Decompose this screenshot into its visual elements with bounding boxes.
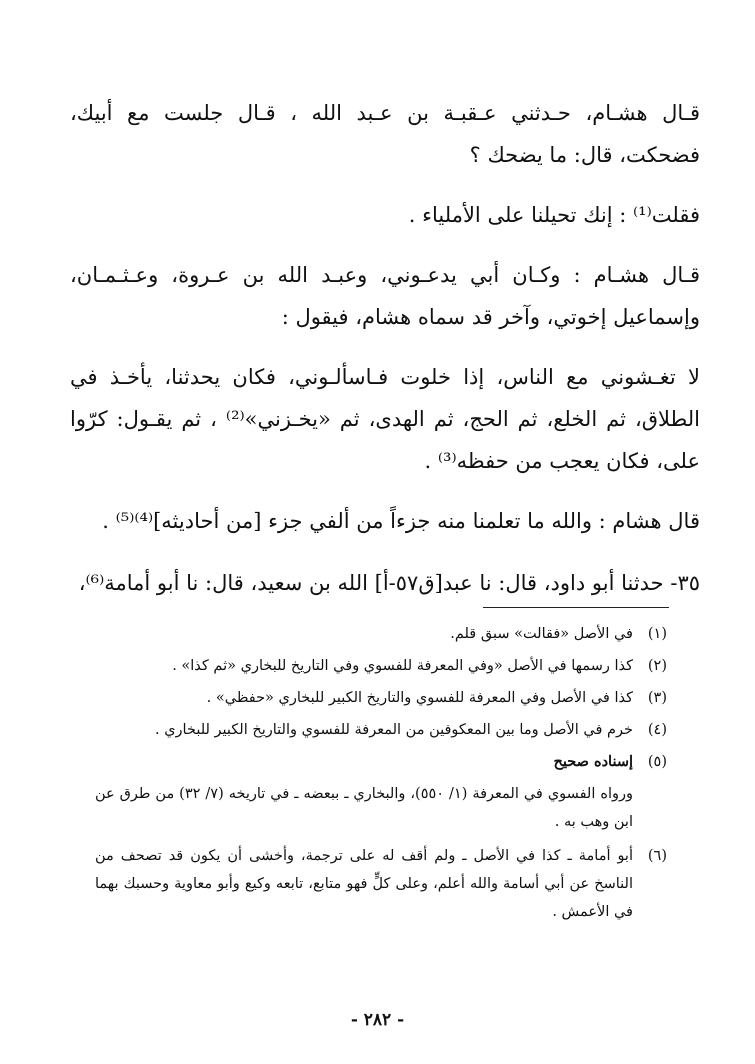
footnote-text: كذا رسمها في الأصل «وفي المعرفة للفسوي وفي التاريخ للبخاري «ثم كذا» . [172,658,633,674]
footnote-text: أبو أمامة ـ كذا في الأصل ـ ولم أقف له على ترجمة، وأخشى أن يكون قد تصحف من الناسخ عن أبي أسامة والله أعلم، وعلى كلٍّ فهو متابع، تابعه وكيع وأبو معاوية وحسبك بهما في الأعمش . [95,848,633,920]
paragraph-teaching-order: لا تغـشوني مع الناس، إذا خلوت فـاسألـوني، فكان يحدثنا، يأخـذ في الطلاق، ثم الخلع، ثم الحج، ثم الهدى، ثم «يخـزني»⁽²⁾ ، ثم يقـول: كرّوا على، فكان يعجب من حفظه⁽³⁾ . [70,365,700,473]
footnote-2 [95,652,667,680]
footnote-number: (٥) [647,754,667,770]
footnote-text: في الأصل «فقالت» سبق قلم. [450,626,633,642]
footnote-4 [95,716,667,744]
footnote-text: خرم في الأصل وما بين المعكوفين من المعرفة للفسوي والتاريخ الكبير للبخاري . [154,722,633,738]
footnote-number: (٦) [647,848,667,864]
footnote-5 [95,748,667,776]
footnote-1 [95,620,667,648]
footnote-3 [95,684,667,712]
footnote-5-continuation: ورواه الفسوي في المعرفة (١/ ٥٥٠)، والبخاري ـ ببعضه ـ في تاريخه (٧/ ٣٢) من طرق عن ابن وهب به . [95,786,633,830]
footnotes [95,620,667,930]
paragraph-learned-portion: قال هشام : والله ما تعلمنا منه جزءاً من ألفي جزء [من أحاديثه]⁽⁴⁾⁽⁵⁾ . [102,509,700,533]
paragraph-amliya: فقلت⁽¹⁾ : إنك تحيلنا على الأملياء . [408,203,700,227]
footnote-number: (١) [647,626,667,642]
footnote-number: (٢) [647,658,667,674]
footnote-number: (٤) [647,722,667,738]
footnote-number: (٣) [647,690,667,706]
paragraph-hisham-uqba: قـال هشـام، حـدثني عـقبـة بن عـبد الله ، قـال جلست مع أبيك، فضحكت، قال: ما يضحك ؟ [70,101,700,167]
hadith-35: ٣٥- حدثنا أبو داود، قال: نا عبد[ق٥٧-أ] الله بن سعيد، قال: نا أبو أمامة⁽⁶⁾، [78,571,700,595]
page-number: - ٢٨٢ - [350,1010,405,1030]
footnote-divider [483,607,669,608]
footnote-6 [95,842,667,926]
footnote-text: كذا في الأصل وفي المعرفة للفسوي والتاريخ الكبير للبخاري «حفظي» . [206,690,633,706]
main-text [70,92,700,622]
footnote-heading: إسناده صحيح [553,753,633,770]
paragraph-brothers: قـال هشـام : وكـان أبي يدعـوني، وعبـد الله بن عـروة، وعـثـمـان، وإسماعيل إخوتي، وآخر قد سماه هشام، فيقول : [70,263,700,329]
